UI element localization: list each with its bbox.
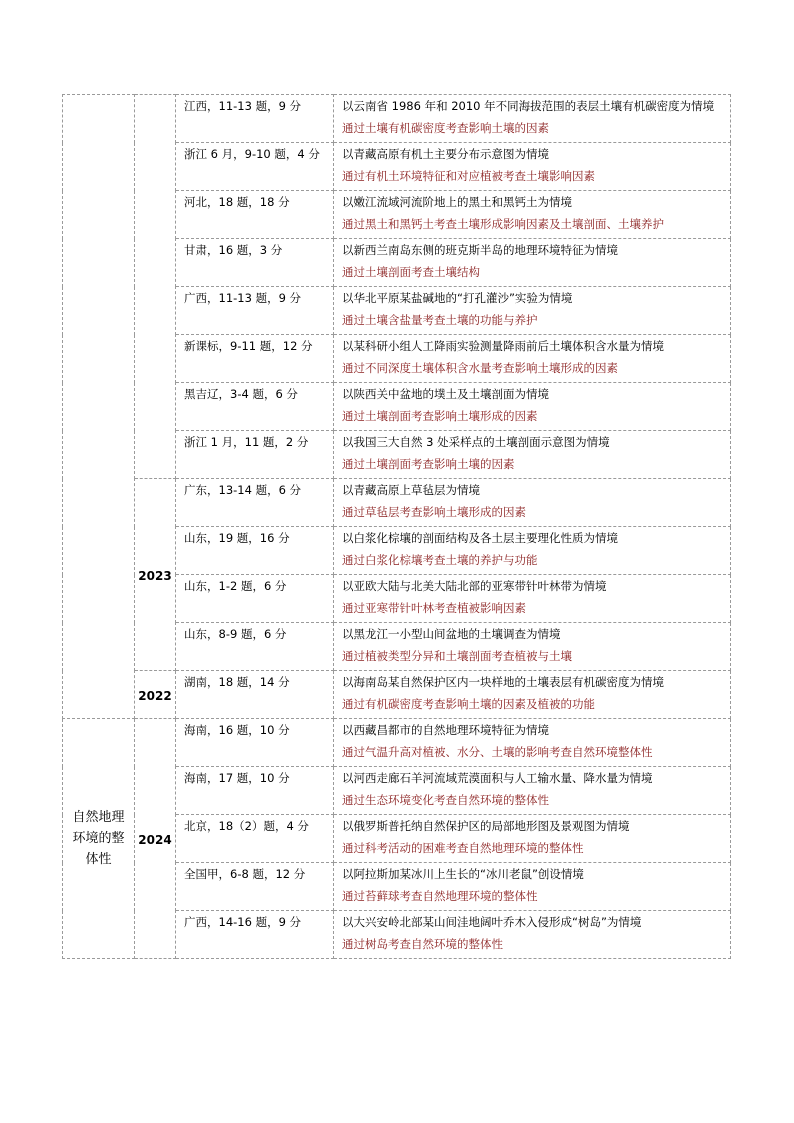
- question-description: [334, 527, 731, 575]
- question-context: 以云南省 1986 年和 2010 年不同海拔范围的表层土壤有机碳密度为情境: [342, 99, 715, 113]
- question-description: [334, 383, 731, 431]
- question-context: 以阿拉斯加某冰川上生长的“冰川老鼠”创设情境: [342, 867, 584, 881]
- question-description: [334, 335, 731, 383]
- assessment-focus: 通过科考活动的困难考查自然地理环境的整体性: [342, 841, 584, 855]
- question-context: 以我国三大自然 3 处采样点的土壤剖面示意图为情境: [342, 435, 610, 449]
- assessment-focus: 通过土壤含盐量考查土壤的功能与养护: [342, 313, 538, 327]
- assessment-focus: 通过草毡层考查影响土壤形成的因素: [342, 505, 526, 519]
- assessment-focus: 通过白浆化棕壤考查土壤的养护与功能: [342, 553, 538, 567]
- exam-source: 广西，11-13 题，9 分: [176, 287, 334, 335]
- question-context: 以俄罗斯普托纳自然保护区的局部地形图及景观图为情境: [342, 819, 630, 833]
- question-context: 以青藏高原上草毡层为情境: [342, 483, 480, 497]
- exam-source: 全国甲，6-8 题，12 分: [176, 863, 334, 911]
- question-description: [334, 95, 731, 143]
- exam-analysis-table: [62, 94, 731, 959]
- assessment-focus: 通过树岛考查自然环境的整体性: [342, 937, 503, 951]
- question-context: 以某科研小组人工降雨实验测量降雨前后土壤体积含水量为情境: [342, 339, 664, 353]
- question-context: 以西藏昌都市的自然地理环境特征为情境: [342, 723, 549, 737]
- question-context: 以黑龙江一小型山间盆地的土壤调查为情境: [342, 627, 561, 641]
- exam-source: 黑吉辽，3-4 题，6 分: [176, 383, 334, 431]
- assessment-focus: 通过不同深度土壤体积含水量考查影响土壤形成的因素: [342, 361, 618, 375]
- exam-source: 山东，1-2 题，6 分: [176, 575, 334, 623]
- question-context: 以华北平原某盐碱地的“打孔灌沙”实验为情境: [342, 291, 573, 305]
- exam-source: 海南，17 题，10 分: [176, 767, 334, 815]
- question-context: 以亚欧大陆与北美大陆北部的亚寒带针叶林带为情境: [342, 579, 607, 593]
- assessment-focus: 通过土壤剖面考查土壤结构: [342, 265, 480, 279]
- exam-source: 湖南，18 题，14 分: [176, 671, 334, 719]
- question-description: [334, 479, 731, 527]
- year-label: 2024: [138, 833, 172, 847]
- table-row: [63, 719, 731, 767]
- exam-source: 海南，16 题，10 分: [176, 719, 334, 767]
- exam-source: 广西，14-16 题，9 分: [176, 911, 334, 959]
- exam-source: 河北，18 题，18 分: [176, 191, 334, 239]
- question-context: 以青藏高原有机土主要分布示意图为情境: [342, 147, 549, 161]
- question-context: 以陕西关中盆地的墣土及土壤剖面为情境: [342, 387, 549, 401]
- question-description: [334, 431, 731, 479]
- year-label: 2022: [138, 689, 172, 703]
- year-label: 2023: [138, 569, 172, 583]
- topic-label: 自然地理环境的整体性: [72, 810, 125, 867]
- question-context: 以大兴安岭北部某山间洼地阔叶乔木入侵形成“树岛”为情境: [342, 915, 642, 929]
- exam-source: 新课标，9-11 题，12 分: [176, 335, 334, 383]
- question-description: [334, 239, 731, 287]
- assessment-focus: 通过气温升高对植被、水分、土壤的影响考查自然环境整体性: [342, 745, 653, 759]
- exam-source: 甘肃，16 题，3 分: [176, 239, 334, 287]
- assessment-focus: 通过土壤剖面考查影响土壤的因素: [342, 457, 515, 471]
- assessment-focus: 通过苔藓球考查自然地理环境的整体性: [342, 889, 538, 903]
- exam-source: 江西，11-13 题，9 分: [176, 95, 334, 143]
- table-row: [63, 95, 731, 143]
- assessment-focus: 通过有机碳密度考查影响土壤的因素及植被的功能: [342, 697, 595, 711]
- exam-source: 山东，19 题，16 分: [176, 527, 334, 575]
- question-context: 以海南岛某自然保护区内一块样地的土壤表层有机碳密度为情境: [342, 675, 664, 689]
- topic-cell: [63, 719, 135, 959]
- question-description: [334, 815, 731, 863]
- question-context: 以新西兰南岛东侧的班克斯半岛的地理环境特征为情境: [342, 243, 618, 257]
- question-description: [334, 575, 731, 623]
- topic-cell: [63, 95, 135, 719]
- assessment-focus: 通过植被类型分异和土壤剖面考查植被与土壤: [342, 649, 572, 663]
- question-description: [334, 719, 731, 767]
- question-description: [334, 287, 731, 335]
- question-context: 以河西走廊石羊河流域荒漠面积与人工输水量、降水量为情境: [342, 771, 653, 785]
- question-context: 以嫩江流域河流阶地上的黑土和黑钙土为情境: [342, 195, 572, 209]
- question-description: [334, 671, 731, 719]
- question-description: [334, 911, 731, 959]
- question-description: [334, 863, 731, 911]
- exam-source: 广东，13-14 题，6 分: [176, 479, 334, 527]
- exam-source: 北京，18（2）题，4 分: [176, 815, 334, 863]
- year-cell: [135, 479, 176, 671]
- question-context: 以白浆化棕壤的剖面结构及各土层主要理化性质为情境: [342, 531, 618, 545]
- exam-source: 浙江 6 月，9-10 题，4 分: [176, 143, 334, 191]
- assessment-focus: 通过土壤有机碳密度考查影响土壤的因素: [342, 121, 549, 135]
- year-cell: [135, 671, 176, 719]
- year-cell: [135, 95, 176, 479]
- assessment-focus: 通过亚寒带针叶林考查植被影响因素: [342, 601, 526, 615]
- question-description: [334, 143, 731, 191]
- assessment-focus: 通过有机土环境特征和对应植被考查土壤影响因素: [342, 169, 595, 183]
- question-description: [334, 191, 731, 239]
- assessment-focus: 通过生态环境变化考查自然环境的整体性: [342, 793, 549, 807]
- question-description: [334, 623, 731, 671]
- assessment-focus: 通过土壤剖面考查影响土壤形成的因素: [342, 409, 538, 423]
- question-description: [334, 767, 731, 815]
- exam-source: 山东，8-9 题，6 分: [176, 623, 334, 671]
- table-row: [63, 479, 731, 527]
- table-row: [63, 671, 731, 719]
- year-cell: [135, 719, 176, 959]
- assessment-focus: 通过黑土和黑钙土考查土壤形成影响因素及土壤剖面、土壤养护: [342, 217, 664, 231]
- exam-source: 浙江 1 月，11 题，2 分: [176, 431, 334, 479]
